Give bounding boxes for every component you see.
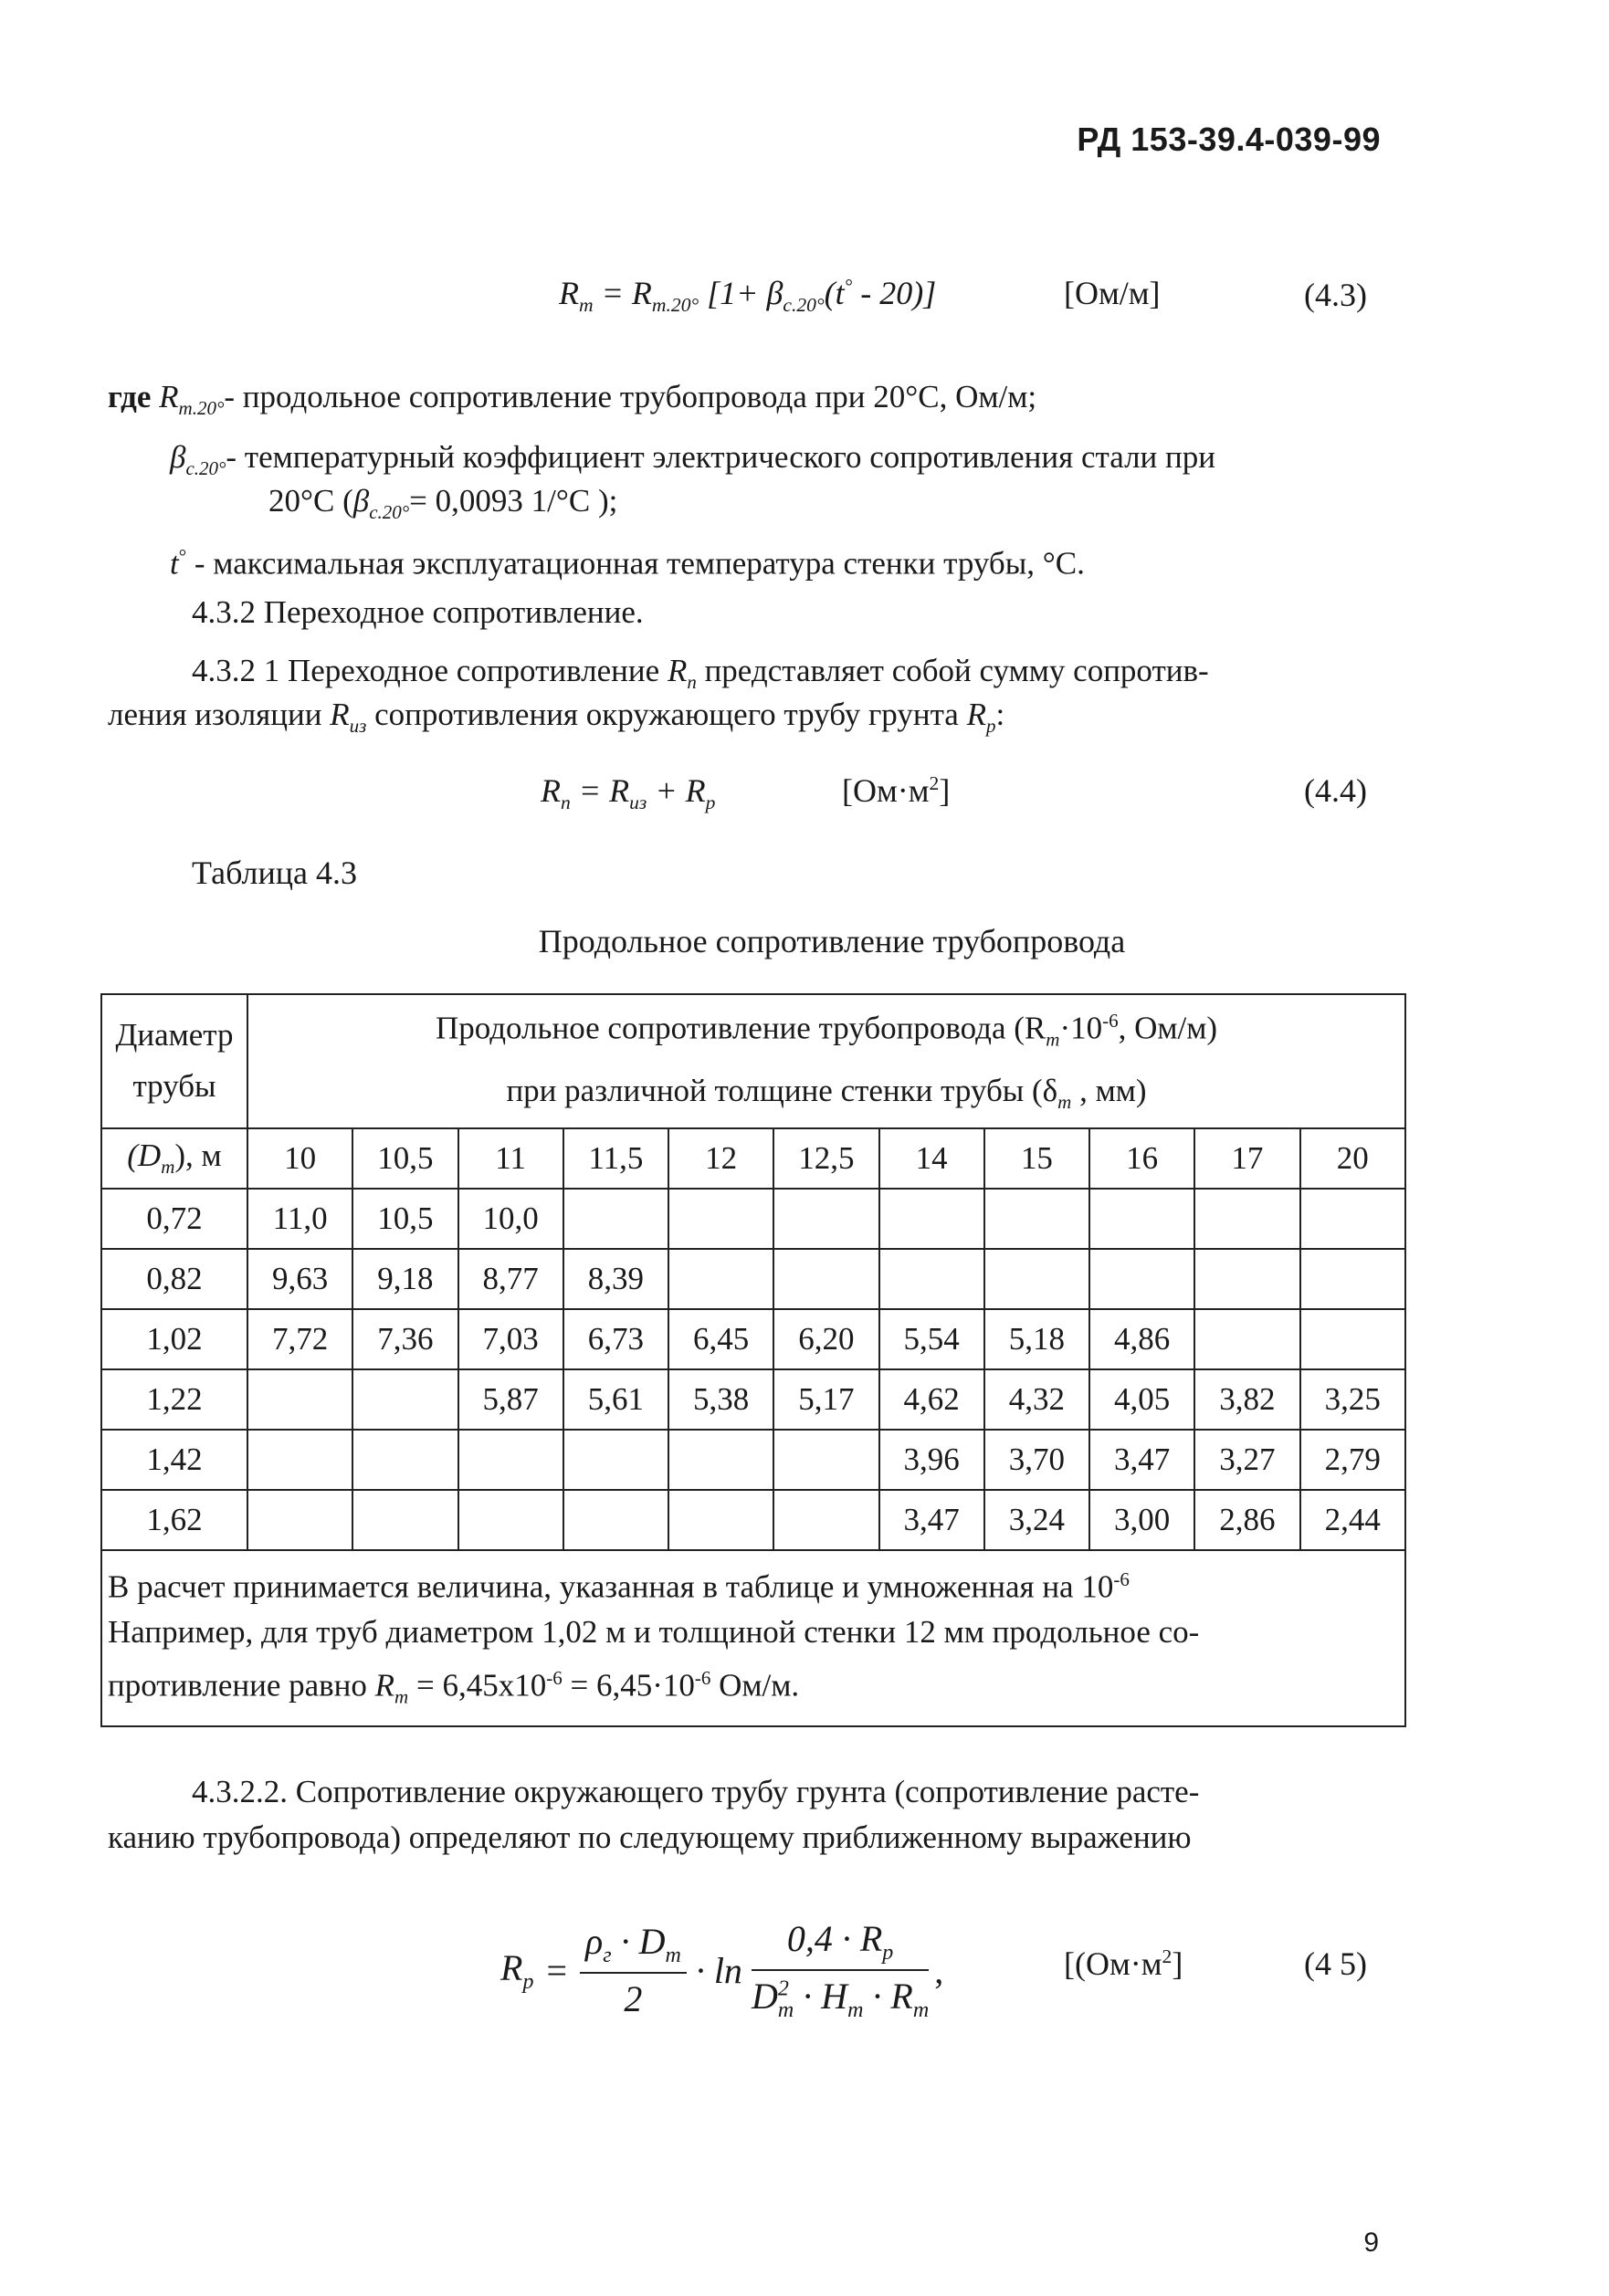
resistance-cell [352,1490,457,1550]
resistance-cell [1194,1189,1299,1249]
resistance-cell [1194,1309,1299,1369]
resistance-cell: 8,39 [563,1249,668,1309]
resistance-cell [247,1430,352,1490]
resistance-cell [879,1189,984,1249]
resistance-cell: 7,72 [247,1309,352,1369]
resistance-cell [458,1430,563,1490]
thickness-header-cell: 10,5 [352,1128,457,1189]
resistance-cell [1089,1249,1194,1309]
resistance-cell [984,1189,1089,1249]
table-row [101,1490,1405,1550]
resistance-cell [668,1430,773,1490]
resistance-cell [458,1490,563,1550]
document-code: РД 153-39.4-039-99 [1077,121,1381,158]
table-note: В расчет принимается величина, указанная в таблице и умноженная на $10^{-6}$ Например, для труб диаметром 1,02 м и толщиной стенки 12 мм продольное со- противление равно $R_m = 6,45х10^{-6} = 6,45\cdot 10^{-6}$ Ом/м. [101,1550,1405,1726]
resistance-cell: 4,62 [879,1369,984,1430]
resistance-cell: 4,86 [1089,1309,1194,1369]
resistance-cell [563,1430,668,1490]
resistance-cell [1300,1189,1406,1249]
resistance-cell: 6,45 [668,1309,773,1369]
formula-4-4-unit: $[Ом\cdot м^2]$ [842,772,951,809]
resistance-cell: 3,27 [1194,1430,1299,1490]
resistance-cell: 3,96 [879,1430,984,1490]
resistance-cell: 3,47 [879,1490,984,1550]
table-header-row [101,994,1405,1128]
formula-4-3 [559,274,936,317]
resistance-cell: 7,36 [352,1309,457,1369]
resistance-cell: 3,25 [1300,1369,1406,1430]
resistance-cell [563,1189,668,1249]
section-4-3-2-1-line2: ления изоляции $R_{из}$ сопротивления окружающего трубу грунта $R_р$: [108,697,1005,737]
resistance-cell [668,1490,773,1550]
resistance-cell [352,1369,457,1430]
resistance-cell: 6,20 [773,1309,878,1369]
resistance-table [100,993,1406,1727]
table-title: Продольное сопротивление трубопровода [538,923,1126,959]
resistance-cell: 8,77 [458,1249,563,1309]
definition-r20: где $R_{m.20^\circ}-$ продольное сопротивление трубопровода при 20°С, Ом/м; [108,379,1037,419]
table-caption: Таблица 4.3 [192,854,357,891]
resistance-cell [563,1490,668,1550]
resistance-cell [773,1430,878,1490]
resistance-cell [984,1249,1089,1309]
resistance-cell: 2,79 [1300,1430,1406,1490]
resistance-cell [773,1249,878,1309]
resistance-cell: 3,47 [1089,1430,1194,1490]
thickness-header-cell: 14 [879,1128,984,1189]
resistance-cell: 5,87 [458,1369,563,1430]
formula-4-4: $R_п = R_{из} + R_р$ [541,772,716,814]
resistance-cell: 9,63 [247,1249,352,1309]
thickness-header-cell: 20 [1300,1128,1406,1189]
resistance-cell [247,1490,352,1550]
definition-t: t° - максимальная эксплуатационная температура стенки трубы, °С. [170,545,1085,582]
resistance-cell: 4,05 [1089,1369,1194,1430]
resistance-cell: 3,82 [1194,1369,1299,1430]
diameter-cell: 1,42 [101,1430,247,1490]
table-row [101,1309,1405,1369]
resistance-cell [668,1189,773,1249]
formula-4-3-unit: [Ом/м] [1064,275,1161,311]
resistance-cell [668,1249,773,1309]
formula-4-5-fraction-1: $\frac{\rho_г \cdot D_m}{2}$ [580,1920,687,2020]
thickness-header-cell: 12 [668,1128,773,1189]
formula-4-5-unit: [$(Ом\cdot м^2]$ [1064,1945,1183,1982]
resistance-cell [247,1369,352,1430]
resistance-cell: 4,32 [984,1369,1089,1430]
thickness-header-cell: 16 [1089,1128,1194,1189]
section-4-3-2-1-line1: 4.3.2 1 Переходное сопротивление $R_п$ представляет собой сумму сопротив- [192,653,1209,693]
diameter-cell: 0,82 [101,1249,247,1309]
definition-beta: $\beta_{c.20^\circ}-$ температурный коэффициент электрического сопротивления стали при [170,439,1215,479]
resistance-header: Продольное сопротивление трубопровода ($R_m\cdot 10^{-6}$, Ом/м) при различной толщине стенки трубы ($\delta_m$ , мм) [247,994,1405,1128]
section-4-3-2-title: 4.3.2 Переходное сопротивление. [192,594,644,630]
resistance-cell: 2,44 [1300,1490,1406,1550]
resistance-cell [773,1490,878,1550]
thickness-header-row [101,1128,1405,1189]
resistance-cell: 5,61 [563,1369,668,1430]
diameter-header: Диаметр трубы [101,994,247,1128]
resistance-cell: 9,18 [352,1249,457,1309]
page-number: 9 [1363,2228,1379,2258]
resistance-cell: 5,54 [879,1309,984,1369]
resistance-cell: 10,5 [352,1189,457,1249]
thickness-header-cell: 10 [247,1128,352,1189]
definition-beta-value: 20°С ($\beta_{c.20^\circ}= 0,0093$ 1/°С ); [268,483,618,523]
resistance-cell [352,1430,457,1490]
table-row [101,1430,1405,1490]
table-note-row [101,1550,1405,1726]
resistance-cell [879,1249,984,1309]
table-row [101,1189,1405,1249]
table-row [101,1369,1405,1430]
thickness-header-cell: 11 [458,1128,563,1189]
resistance-cell: 5,38 [668,1369,773,1430]
resistance-cell: 10,0 [458,1189,563,1249]
resistance-cell [1089,1189,1194,1249]
diameter-cell: 1,02 [101,1309,247,1369]
formula-4-5-number: (4 5) [1304,1945,1367,1982]
resistance-cell: 3,24 [984,1490,1089,1550]
resistance-cell: 3,70 [984,1430,1089,1490]
formula-4-3-expression: $R_m = R_{m.20^\circ}$ $[1+ \beta_{c.20^\circ}(t^\circ - 20)]$ [559,275,937,317]
thickness-header-cell: 17 [1194,1128,1299,1189]
section-4-3-2-2-line2: канию трубопровода) определяют по следующему приближенному выражению [108,1819,1192,1855]
diameter-cell: 0,72 [101,1189,247,1249]
resistance-cell: 11,0 [247,1189,352,1249]
resistance-cell [1300,1309,1406,1369]
resistance-cell: 2,86 [1194,1490,1299,1550]
thickness-header-cell: 12,5 [773,1128,878,1189]
formula-4-5: $R_р$ = $\frac{\rho_г \cdot D_m}{2}$ · ln $\frac{0,4 \cdot R_р}{D^2_m \cdot H_m \cdot R_m}$ , [500,1918,944,2022]
formula-4-3-number: (4.3) [1304,277,1367,313]
thickness-header-cell: 11,5 [563,1128,668,1189]
diameter-unit-header: $(D_m)$, м [101,1128,247,1189]
diameter-cell: 1,22 [101,1369,247,1430]
resistance-cell [773,1189,878,1249]
diameter-cell: 1,62 [101,1490,247,1550]
formula-4-4-number: (4.4) [1304,772,1367,809]
table-row [101,1249,1405,1309]
resistance-cell [1300,1249,1406,1309]
formula-4-5-fraction-2: $\frac{0,4 \cdot R_р}{D^2_m \cdot H_m \cdot R_m}$ [751,1918,930,2022]
resistance-cell: 5,18 [984,1309,1089,1369]
resistance-cell: 6,73 [563,1309,668,1369]
resistance-cell: 7,03 [458,1309,563,1369]
resistance-cell: 5,17 [773,1369,878,1430]
resistance-cell: 3,00 [1089,1490,1194,1550]
resistance-cell [1194,1249,1299,1309]
thickness-header-cell: 15 [984,1128,1089,1189]
section-4-3-2-2-line1: 4.3.2.2. Сопротивление окружающего трубу грунта (сопротивление расте- [192,1774,1200,1809]
